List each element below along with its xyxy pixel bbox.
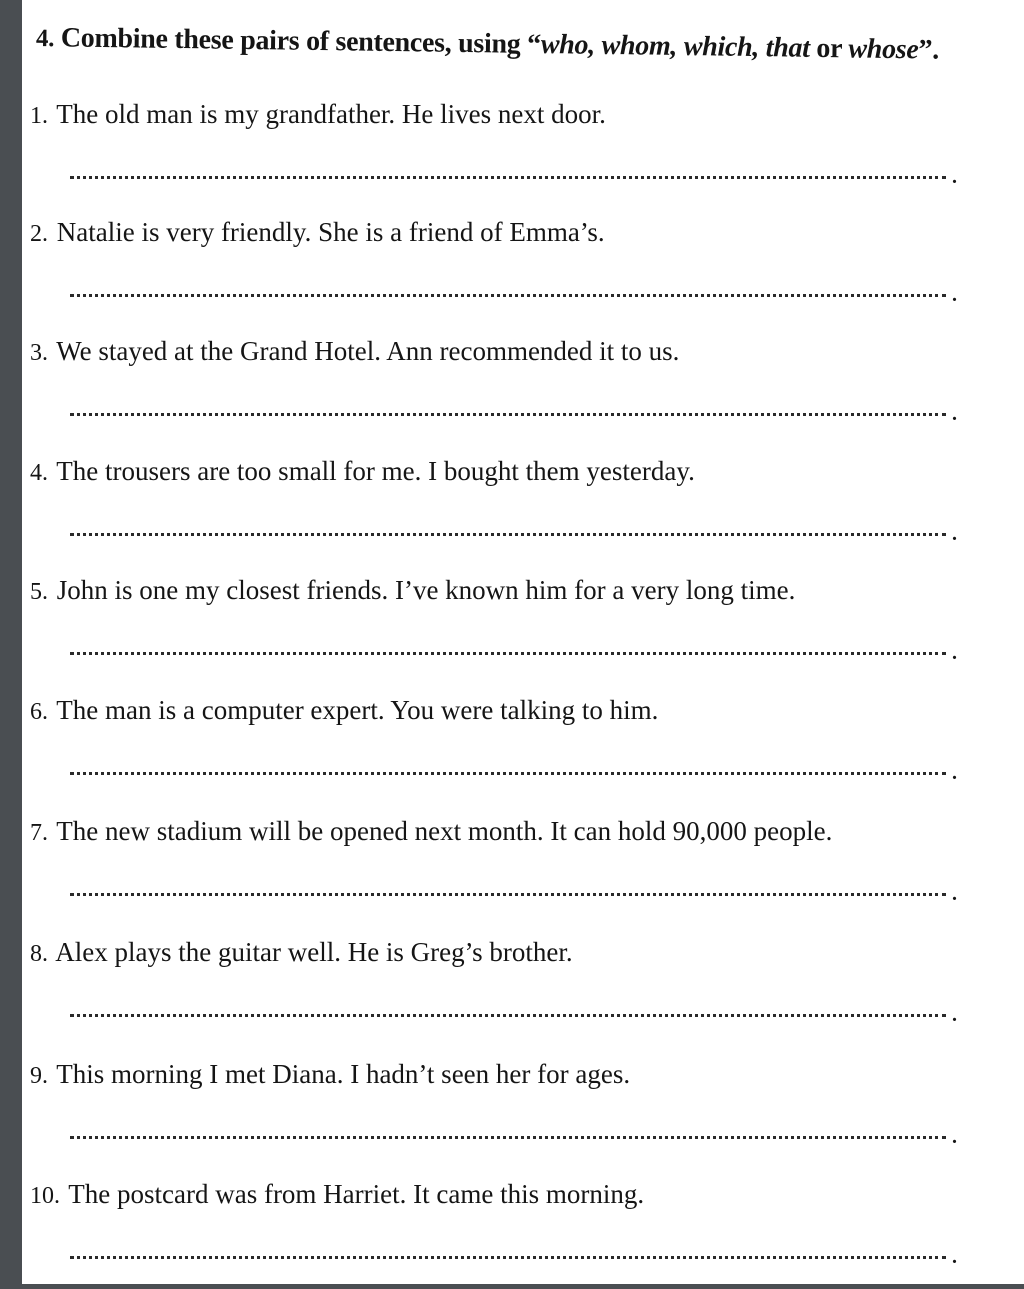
exercise-question (30, 1058, 990, 1092)
exercise-text: We stayed at the Grand Hotel. Ann recommended it to us. (56, 336, 680, 366)
exercise-number: 2. (30, 221, 48, 247)
exercise-question (30, 694, 990, 728)
exercise-item-4 (30, 455, 990, 545)
exercise-text: John is one my closest friends. I’ve known him for a very long time. (56, 575, 796, 605)
answer-line-end: . (952, 1004, 957, 1026)
exercise-question (30, 98, 990, 132)
viewer-bottom-border (0, 1284, 1024, 1289)
exercise-item-9 (30, 1058, 990, 1148)
answer-line-end: . (952, 166, 957, 188)
exercise-item-2 (30, 216, 990, 306)
exercise-text: The new stadium will be opened next month. It can hold 90,000 people. (56, 816, 833, 846)
answer-line[interactable] (70, 1012, 946, 1017)
exercise-number: 8. (30, 941, 48, 967)
exercise-text: Natalie is very friendly. She is a friend of Emma’s. (56, 217, 605, 247)
exercise-number: 6. (30, 699, 48, 725)
exercise-number: 4. (30, 460, 48, 486)
exercise-number: 9. (30, 1063, 48, 1089)
exercise-item-1 (30, 98, 990, 188)
exercise-question (30, 216, 990, 250)
heading-intro: Combine these pairs of sentences, using “ (60, 22, 542, 61)
exercise-question (30, 455, 990, 489)
exercise-item-8 (30, 936, 990, 1026)
exercise-text: The man is a computer expert. You were talking to him. (56, 695, 659, 725)
answer-line-end: . (952, 762, 957, 784)
answer-line-end: . (952, 883, 957, 905)
heading-whose: whose (848, 33, 919, 66)
exercise-text: The old man is my grandfather. He lives next door. (56, 99, 606, 129)
exercise-number: 1. (30, 103, 48, 129)
answer-line[interactable] (70, 891, 946, 896)
exercise-number: 5. (30, 579, 48, 605)
heading-close: ”. (918, 34, 940, 66)
exercise-text: The postcard was from Harriet. It came this morning. (68, 1179, 645, 1209)
heading-number: 4. (35, 25, 55, 53)
exercise-item-10 (30, 1178, 990, 1268)
exercise-text: Alex plays the guitar well. He is Greg’s brother. (55, 937, 573, 967)
exercise-question (30, 574, 990, 608)
answer-line-end: . (952, 642, 957, 664)
exercise-item-6 (30, 694, 990, 784)
exercise-question (30, 1178, 990, 1212)
answer-line[interactable] (70, 531, 946, 536)
answer-line-end: . (952, 403, 957, 425)
exercise-number: 10. (30, 1183, 60, 1209)
answer-line-end: . (952, 284, 957, 306)
exercise-number: 3. (30, 340, 48, 366)
answer-line[interactable] (70, 411, 946, 416)
answer-line-end: . (952, 1246, 957, 1268)
exercise-heading (36, 22, 939, 67)
answer-line[interactable] (70, 1254, 946, 1259)
answer-line[interactable] (70, 650, 946, 655)
exercise-text: The trousers are too small for me. I bought them yesterday. (56, 456, 695, 486)
answer-line-end: . (952, 1126, 957, 1148)
answer-line[interactable] (70, 1134, 946, 1139)
answer-line[interactable] (70, 174, 946, 179)
viewer-left-border (0, 0, 22, 1289)
answer-line[interactable] (70, 770, 946, 775)
answer-line-end: . (952, 523, 957, 545)
exercise-number: 7. (30, 820, 48, 846)
heading-or: or (809, 32, 849, 65)
exercise-question (30, 335, 990, 369)
answer-line[interactable] (70, 292, 946, 297)
exercise-text: This morning I met Diana. I hadn’t seen her for ages. (56, 1059, 631, 1089)
exercise-item-3 (30, 335, 990, 425)
exercise-question (30, 936, 990, 970)
exercise-question (30, 815, 990, 849)
heading-pronouns: who, whom, which, that (540, 29, 810, 64)
exercise-item-5 (30, 574, 990, 664)
worksheet-page (22, 0, 1024, 1284)
exercise-item-7 (30, 815, 990, 905)
